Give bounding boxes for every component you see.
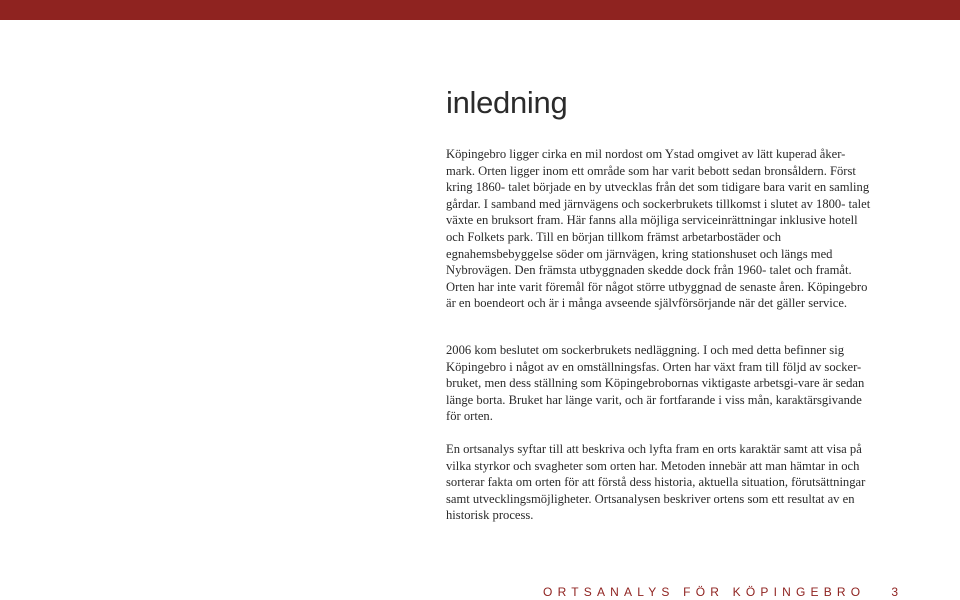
page-title: inledning — [446, 85, 568, 120]
paragraph-method — [446, 441, 874, 524]
paragraph-text: Köpingebro ligger cirka en mil nordost om Ystad omgivet av lätt kuperad åker-mark. Orten ligger inom ett område som har varit bebott sedan bronsåldern. Först kring 1860- talet började en by utvecklas från det som tidigare bara varit en samling gårdar. I samband med järnvägens och sockerbrukets tillkomst i slutet av 1800- talet växte en bruksort fram. Här fanns alla möjliga serviceinrättningar inklusive hotell och Folkets park. Till en början tillkom främst arbetarbostäder och egnahemsbebyggelse söder om järnvägen, kring stationshuset och längs med Nybrovägen. Den främsta utbyggnaden skedde dock från 1960- talet och framåt. Orten har inte varit föremål för något större utbyggnad de senaste åren. Köpingebro är en boendeort och är i många avseende självförsörjande när det gäller service. — [446, 147, 871, 311]
paragraph-text: 2006 kom beslutet om sockerbrukets nedläggning. I och med detta befinner sig Köpingebro i något av en omställningsfas. Orten har växt fram till följd av socker-bruket, men dess ställning som Köpingebrobornas viktigaste arbetsgi-vare är sedan länge borta. Bruket har länge varit, och är fortfarande i viss mån, karaktärsgivande för orten. — [446, 343, 865, 424]
paragraph-text: En ortsanalys syftar till att beskriva och lyfta fram en orts karaktär samt att visa på vilka styrkor och svagheter som orten har. Metoden innebär att man hämtar in och sorterar fakta om orten för att förstå dess historia, aktuella situation, förutsättningar samt utvecklingsmöjligheter. Ortsanalysen beskriver ortens som ett resultat av en historisk process. — [446, 442, 866, 523]
top-accent-bar — [0, 0, 960, 20]
page-footer — [543, 584, 898, 600]
footer-title: ORTSANALYS FÖR KÖPINGEBRO — [543, 585, 866, 599]
paragraph-intro — [446, 146, 874, 312]
page-number: 3 — [891, 585, 898, 599]
paragraph-sugar-mill — [446, 342, 874, 425]
